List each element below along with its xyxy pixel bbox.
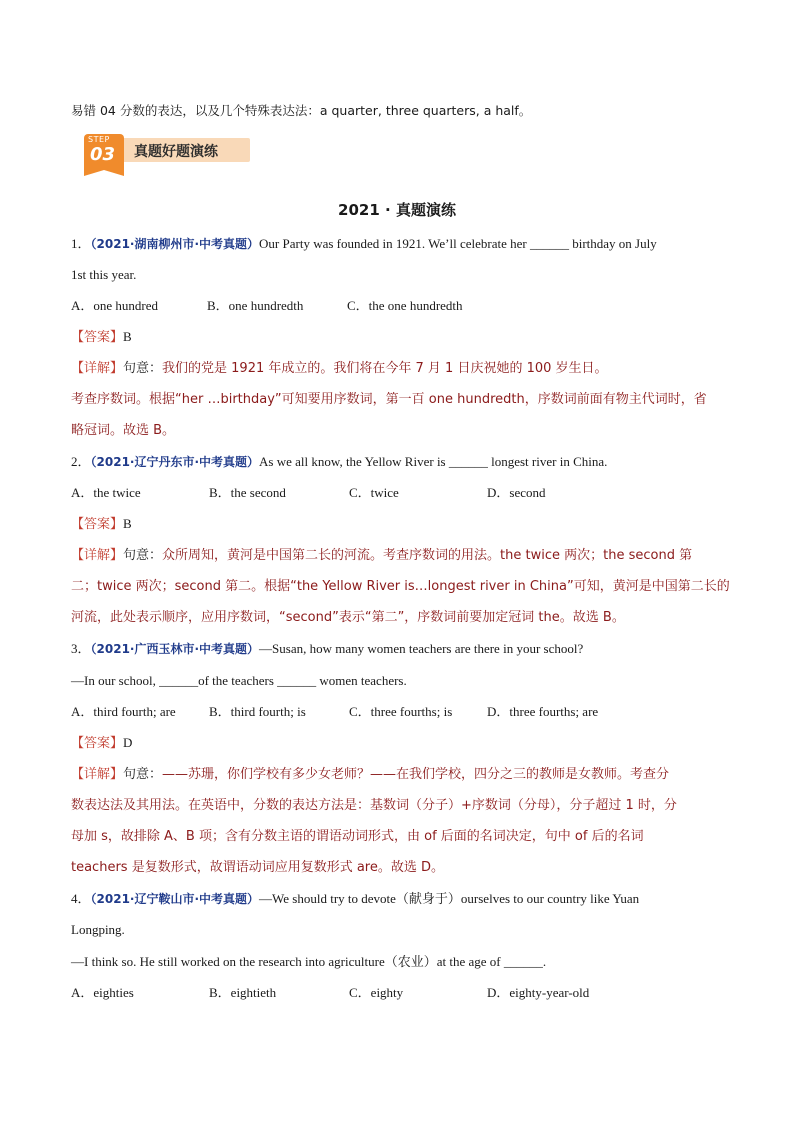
question-source: （2021·广西玉林市·中考真题） [90,642,260,656]
detail-lead: 句意： [123,361,163,376]
question-3-stem-cont: —In our school, ______of the teachers ______ women teachers. [71,673,407,688]
question-text: Our Party was founded in 1921. We’ll celebrate her ______ birthday on July [259,236,657,251]
answer-label: 【答案】 [71,517,124,532]
question-3-answer [71,735,712,752]
question-1-detail-3: 略冠词。故选 B。 [71,423,176,438]
question-source: （2021·湖南柳州市·中考真题） [90,237,260,251]
option-b: B．one hundredth [207,298,304,313]
question-2-detail [71,548,712,564]
question-4-stem [71,891,712,907]
question-text: As we all know, the Yellow River is ______ longest river in China. [259,454,608,469]
question-number: 4． [71,891,91,906]
detail-label: 【详解】 [71,767,124,782]
question-source: （2021·辽宁丹东市·中考真题） [90,455,260,469]
answer-value: B [123,516,132,531]
question-3-stem [71,641,712,657]
question-4-options [71,985,712,1001]
option-a: A．one hundred [71,298,159,313]
detail-text: 众所周知，黄河是中国第二长的河流。考查序数词的用法。the twice 两次；the second 第 [162,548,693,563]
question-1-stem-cont: 1st this year. [71,267,137,282]
answer-label: 【答案】 [71,736,124,751]
option-b: B．the second [209,485,286,500]
question-number: 2． [71,454,91,469]
detail-label: 【详解】 [71,548,124,563]
question-4-stem-cont-2: —I think so. He still worked on the research into agriculture（农业）at the age of ______. [71,954,547,969]
option-c: C．the one hundredth [347,298,463,313]
option-b: B．eightieth [209,985,277,1000]
step-banner [84,134,252,172]
question-text: —Susan, how many women teachers are there in your school? [259,641,584,656]
option-c: C．three fourths; is [349,704,453,719]
detail-lead: 句意： [123,767,163,782]
section-title: 2021 · 真题演练 [338,201,456,219]
question-1-stem [71,236,712,252]
question-2-stem [71,454,712,470]
question-3-options [71,704,712,720]
question-1-options [71,298,712,314]
question-1-answer [71,329,712,346]
question-1-detail-2: 考查序数词。根据“her …birthday”可知要用序数词，第一百 one hundredth，序数词前面有物主代词时，省 [71,392,707,407]
option-a: A．eighties [71,985,134,1000]
question-3-detail-2: 数表达法及其用法。在英语中，分数的表达方法是：基数词（分子）+序数词（分母），分子超过 1 时，分 [71,798,677,813]
option-d: D．second [487,485,546,500]
question-number: 3． [71,641,91,656]
question-3-detail [71,767,712,783]
question-number: 1． [71,236,91,251]
detail-lead: 句意： [123,548,163,563]
detail-label: 【详解】 [71,361,124,376]
option-c: C．eighty [349,985,404,1000]
question-4-stem-cont: Longping. [71,922,125,937]
option-b: B．third fourth; is [209,704,306,719]
step-word: STEP [88,135,110,144]
answer-value: B [123,329,132,344]
question-text: —We should try to devote（献身于）ourselves to our country like Yuan [259,891,640,906]
question-2-answer [71,516,712,533]
step-number: 03 [90,144,116,165]
question-source: （2021·辽宁鞍山市·中考真题） [90,892,260,906]
question-1-detail [71,361,712,377]
question-2-detail-3: 河流，此处表示顺序，应用序数词，“second”表示“第二”，序数词前要加定冠词 the。故选 B。 [71,610,625,625]
question-3-detail-3: 母加 s，故排除 A、B 项；含有分数主语的谓语动词形式，由 of 后面的名词决定，句中 of 后的名词 [71,829,644,844]
option-a: A．third fourth; are [71,704,176,719]
intro-text: 易错 04 分数的表达，以及几个特殊表达法：a quarter, three quarters, a half。 [71,103,532,118]
question-3-detail-4: teachers 是复数形式，故谓语动词应用复数形式 are。故选 D。 [71,860,444,875]
option-a: A．the twice [71,485,141,500]
question-2-options [71,485,712,501]
step-title: 真题好题演练 [134,144,218,160]
detail-text: 我们的党是 1921 年成立的。我们将在今年 7 月 1 日庆祝她的 100 岁生日。 [162,361,608,376]
answer-label: 【答案】 [71,330,124,345]
step-badge [84,134,124,170]
option-d: D．three fourths; are [487,704,599,719]
option-d: D．eighty-year-old [487,985,590,1000]
detail-text: ——苏珊，你们学校有多少女老师？——在我们学校，四分之三的教师是女教师。考查分 [162,767,670,782]
answer-value: D [123,735,133,750]
option-c: C．twice [349,485,399,500]
question-2-detail-2: 二；twice 两次；second 第二。根据“the Yellow River is…longest river in China”可知，黄河是中国第二长的 [71,579,730,594]
